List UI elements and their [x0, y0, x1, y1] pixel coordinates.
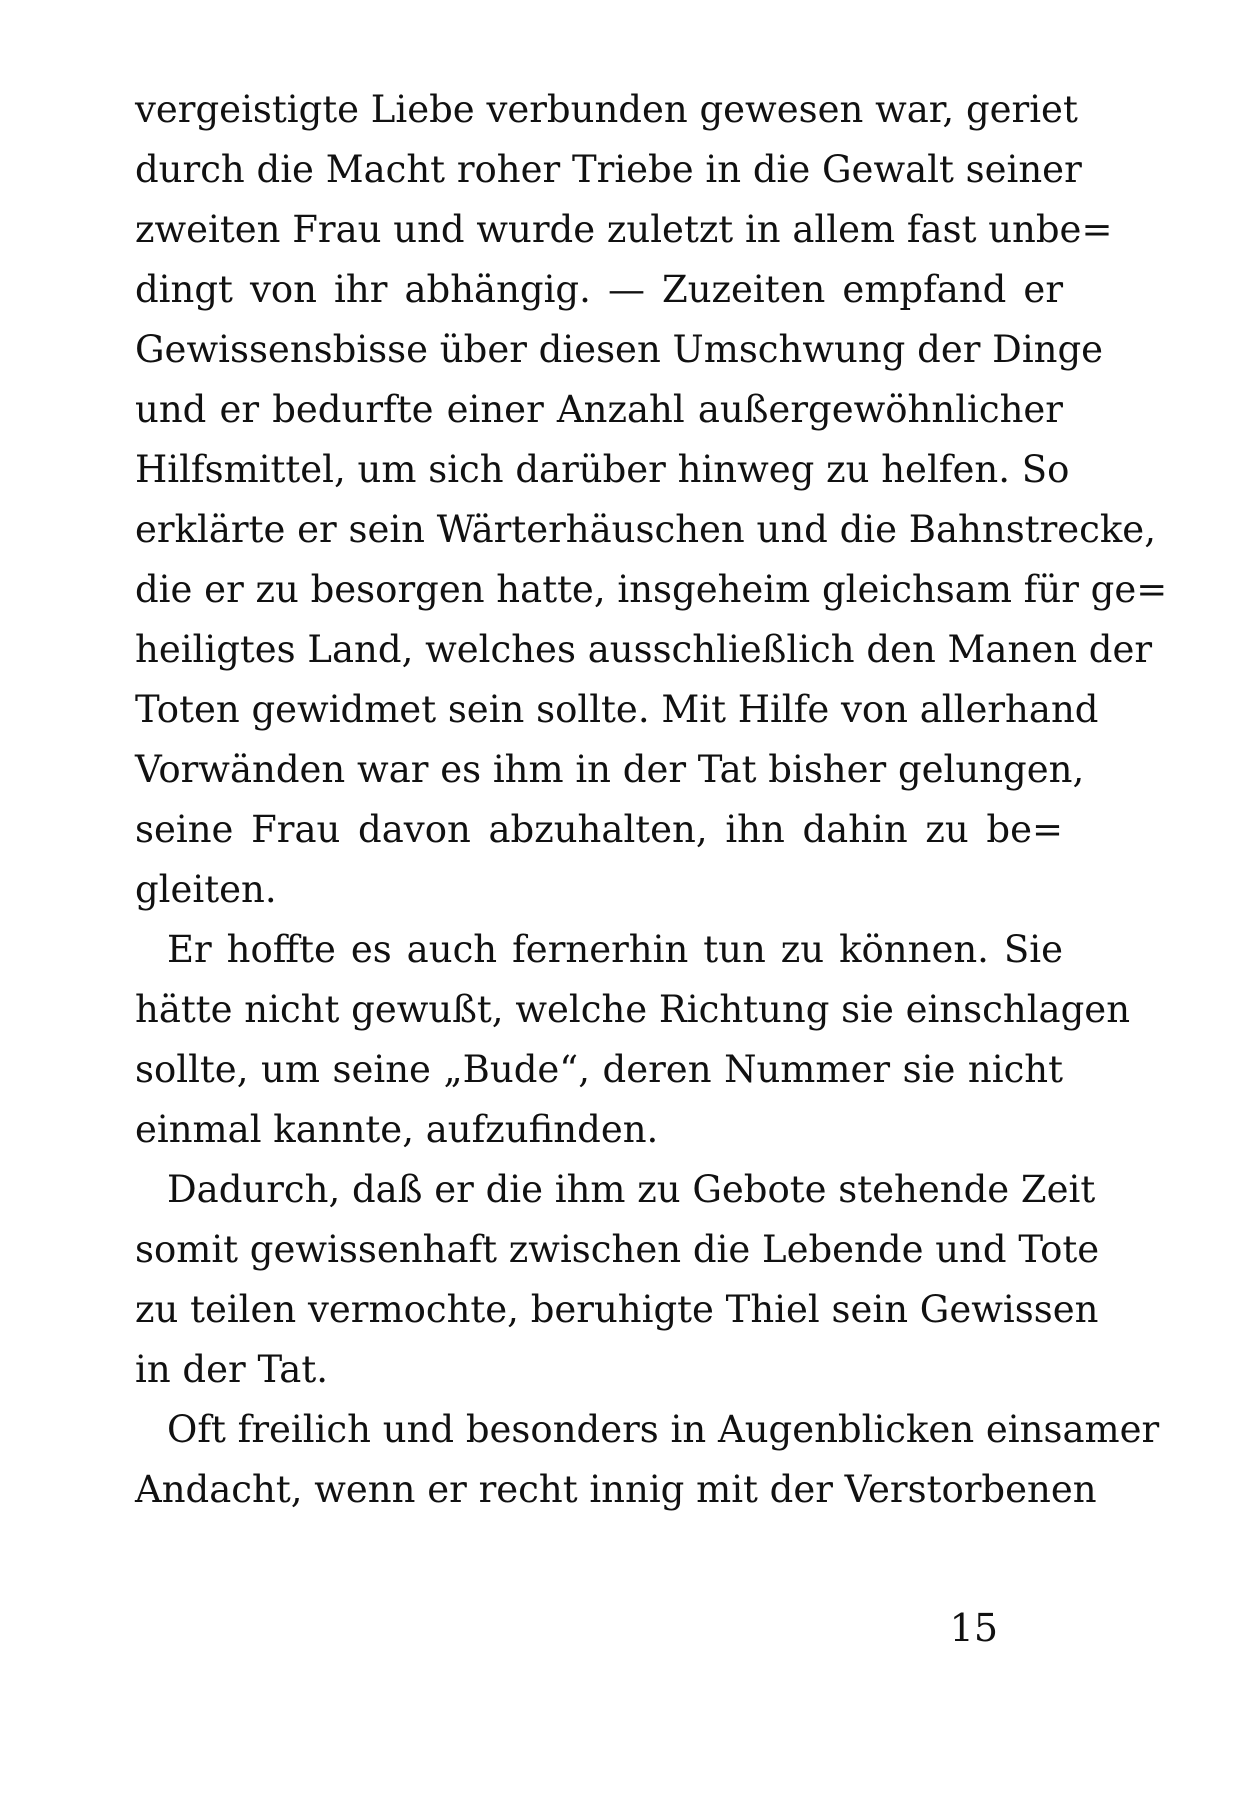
text-line: einmal kannte, aufzufinden.: [135, 1108, 659, 1151]
text-line: Vorwänden war es ihm in der Tat bisher gelungen,: [135, 748, 1085, 791]
text-line: somit gewissenhaft zwischen die Lebende und Tote: [135, 1228, 1100, 1271]
text-line: vergeistigte Liebe verbunden gewesen war, geriet: [135, 88, 1078, 131]
text-line: durch die Macht roher Triebe in die Gewalt seiner: [135, 148, 1082, 191]
text-line: Er hoffte es auch fernerhin tun zu können. Sie: [167, 928, 1063, 971]
page-number: 15: [949, 1606, 998, 1650]
text-line: die er zu besorgen hatte, insgeheim gleichsam für ge=: [135, 568, 1168, 611]
text-line: Toten gewidmet sein sollte. Mit Hilfe von allerhand: [135, 688, 1099, 731]
text-line: dingt von ihr abhängig. — Zuzeiten empfand er: [135, 268, 1063, 311]
text-line: heiligtes Land, welches ausschließlich den Manen der: [135, 628, 1153, 671]
text-line: Andacht, wenn er recht innig mit der Verstorbenen: [135, 1468, 1097, 1511]
text-line: gleiten.: [135, 868, 277, 911]
text-line: Dadurch, daß er die ihm zu Gebote stehende Zeit: [167, 1168, 1096, 1211]
paragraph-3: [135, 1160, 1100, 1400]
text-line: zweiten Frau und wurde zuletzt in allem fast unbe=: [135, 208, 1113, 251]
paragraph-4: [135, 1400, 1160, 1520]
body-text: [135, 80, 1168, 1520]
text-line: Hilfsmittel, um sich darüber hinweg zu helfen. So: [135, 448, 1070, 491]
text-line: zu teilen vermochte, beruhigte Thiel sein Gewissen: [135, 1288, 1099, 1331]
text-line: Oft freilich und besonders in Augenblicken einsamer: [167, 1408, 1160, 1451]
text-line: und er bedurfte einer Anzahl außergewöhnlicher: [135, 388, 1063, 431]
text-line: Gewissensbisse über diesen Umschwung der Dinge: [135, 328, 1104, 371]
text-line: hätte nicht gewußt, welche Richtung sie einschlagen: [135, 988, 1131, 1031]
paragraph-1: [135, 80, 1168, 920]
paragraph-2: [135, 920, 1131, 1160]
text-line: in der Tat.: [135, 1348, 328, 1391]
text-line: seine Frau davon abzuhalten, ihn dahin zu be=: [135, 808, 1063, 851]
text-line: erklärte er sein Wärterhäuschen und die Bahnstrecke,: [135, 508, 1156, 551]
text-line: sollte, um seine „Bude“, deren Nummer sie nicht: [135, 1048, 1063, 1091]
